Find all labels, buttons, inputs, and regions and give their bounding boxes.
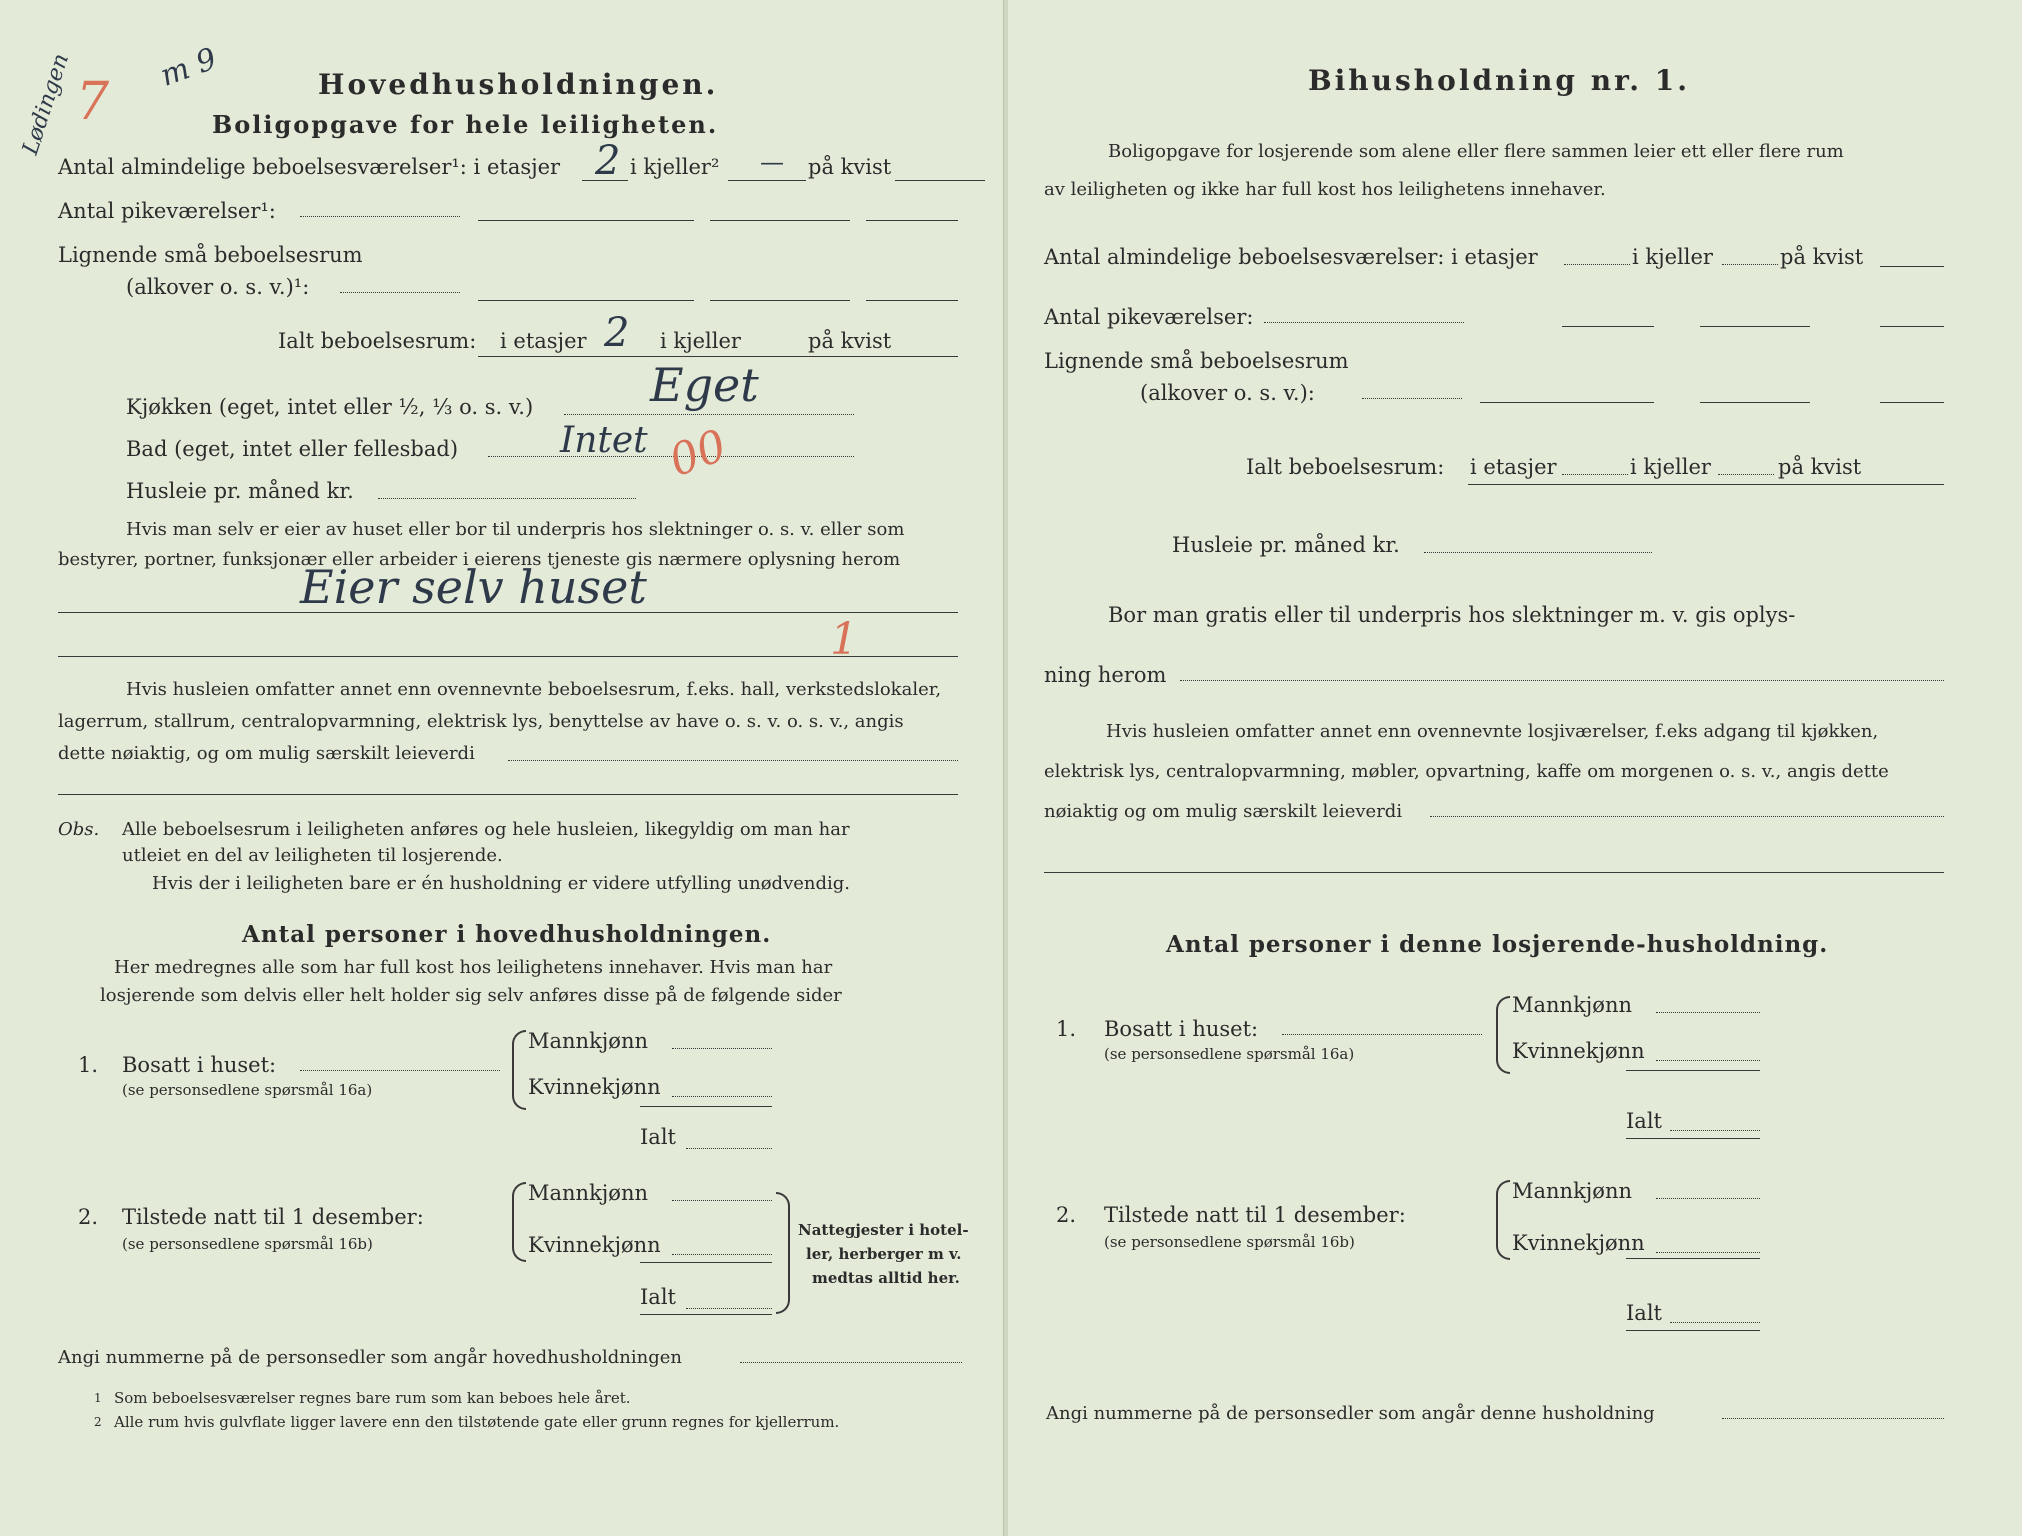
left-q2-mann: Mannkjønn [528,1181,649,1205]
right-ialt-etasjer: i etasjer [1470,455,1557,479]
left-q2-num: 2. [78,1205,99,1229]
left-footnote2-num: 2 [94,1415,102,1429]
left-q1-ialt: Ialt [640,1125,676,1149]
left-footnote1-num: 1 [94,1391,102,1405]
left-natt-note1: Nattegjester i hotel- [798,1221,969,1239]
right-angi-label: Angi nummerne på de personsedler som angår denne husholdning [1046,1403,1655,1424]
right-omf-text1: Hvis husleien omfatter annet enn ovennevnte losjiværelser, f.eks adgang til kjøkken, [1106,721,1879,742]
right-omf-text3: nøiaktig og om mulig særskilt leieverdi [1044,801,1403,822]
left-ialt-kvist: på kvist [808,329,892,353]
left-eier-text1: Hvis man selv er eier av huset eller bor til underpris hos slektninger o. s. v. eller som [126,519,905,540]
right-intro1: Boligopgave for losjerende som alene eller flere sammen leier ett eller flere rum [1108,141,1844,162]
right-q2-num: 2. [1056,1203,1077,1227]
right-omf-text2: elektrisk lys, centralopvarmning, møbler, opvartning, kaffe om morgenen o. s. v., angis dette [1044,761,1889,782]
left-footnote2: Alle rum hvis gulvflate ligger lavere enn den tilstøtende gate eller grunn regnes for kjellerrum. [114,1413,840,1431]
left-antal-text2: losjerende som delvis eller helt holder sig selv anføres disse på de følgende sider [100,985,842,1006]
right-row1-label: Antal almindelige beboelsesværelser: i etasjer [1044,245,1538,269]
left-row3a-label: Lignende små beboelsesrum [58,243,363,267]
left-q1-mann: Mannkjønn [528,1029,649,1053]
right-q2-sub: (se personsedlene spørsmål 16b) [1104,1233,1355,1251]
margin-m-note: m 9 [155,41,222,94]
left-row3b-label: (alkover o. s. v.)¹: [126,275,310,299]
left-ialt-kjeller: i kjeller [660,329,741,353]
right-ialt-kvist: på kvist [1778,455,1862,479]
right-husleie-label: Husleie pr. måned kr. [1172,533,1400,557]
left-red-mark: 1 [830,614,858,665]
right-q1-mann: Mannkjønn [1512,993,1633,1017]
left-kjokken-value: Eget [650,358,759,412]
left-antal-text1: Her medregnes alle som har full kost hos leilighetens innehaver. Hvis man har [114,957,833,978]
left-q2-ialt: Ialt [640,1285,676,1309]
left-husleie-label: Husleie pr. måned kr. [126,479,354,503]
right-q1-ialt: Ialt [1626,1109,1662,1133]
left-natt-note2: ler, herberger m v. [806,1245,962,1263]
right-row3a-label: Lignende små beboelsesrum [1044,349,1349,373]
left-obs-text2: utleiet en del av leiligheten til losjerende. [122,845,503,866]
right-q1-sub: (se personsedlene spørsmål 16a) [1104,1045,1355,1063]
left-ialt-etasjer-value: 2 [604,310,630,356]
right-antal-title: Antal personer i denne losjerende-husholdning. [1166,931,1829,958]
right-q1-num: 1. [1056,1017,1077,1041]
left-natt-note3: medtas alltid her. [812,1269,960,1287]
right-q2-label: Tilstede natt til 1 desember: [1104,1203,1406,1227]
left-q2-kvinne: Kvinnekjønn [528,1233,661,1257]
left-ialt-etasjer: i etasjer [500,329,587,353]
left-omf-text3: dette nøiaktig, og om mulig særskilt leieverdi [58,743,475,764]
left-kjokken-label: Kjøkken (eget, intet eller ½, ⅓ o. s. v.) [126,395,534,419]
left-kjeller-dash: — [760,148,784,176]
left-omf-text1: Hvis husleien omfatter annet enn ovennevnte beboelsesrum, f.eks. hall, verkstedslokaler, [126,679,942,700]
left-title: Hovedhusholdningen. [318,68,719,101]
page-fold [1003,0,1008,1536]
margin-side-note: Lødingen [18,50,75,158]
left-angi-label: Angi nummerne på de personsedler som angår hovedhusholdningen [58,1347,682,1368]
left-row1-label: Antal almindelige beboelsesværelser¹: i etasjer [58,155,561,179]
left-ialt-label: Ialt beboelsesrum: [278,329,477,353]
left-obs-label: Obs. [58,819,100,840]
left-footnote1: Som beboelsesværelser regnes bare rum som kan beboes hele året. [114,1389,631,1407]
left-omf-text2: lagerrum, stallrum, centralopvarmning, elektrisk lys, benyttelse av have o. s. v. o. s. v., angis [58,711,904,732]
right-gratis-text1: Bor man gratis eller til underpris hos slektninger m. v. gis oplys- [1108,603,1796,627]
right-title: Bihusholdning nr. 1. [1308,64,1690,97]
left-bad-label: Bad (eget, intet eller fellesbad) [126,437,459,461]
left-bad-value: Intet [560,420,648,461]
left-eier-text2: bestyrer, portner, funksjonær eller arbeider i eierens tjeneste gis nærmere oplysning herom [58,549,901,570]
left-obs-text1: Alle beboelsesrum i leiligheten anføres og hele husleien, likegyldig om man har [122,819,850,840]
right-row1-kjeller: i kjeller [1632,245,1713,269]
left-q2-label: Tilstede natt til 1 desember: [122,1205,424,1229]
right-ialt-kjeller: i kjeller [1630,455,1711,479]
left-q1-sub: (se personsedlene spørsmål 16a) [122,1081,373,1099]
left-q1-kvinne: Kvinnekjønn [528,1075,661,1099]
right-ialt-label: Ialt beboelsesrum: [1246,455,1445,479]
right-q2-mann: Mannkjønn [1512,1179,1633,1203]
left-q1-label: Bosatt i huset: [122,1053,277,1077]
right-intro2: av leiligheten og ikke har full kost hos leilighetens innehaver. [1044,179,1606,200]
right-row1-kvist: på kvist [1780,245,1864,269]
left-row1-kjeller: i kjeller² [630,155,720,179]
right-q2-ialt: Ialt [1626,1301,1662,1325]
left-q1-num: 1. [78,1053,99,1077]
left-row1-kvist: på kvist [808,155,892,179]
left-antal-title: Antal personer i hovedhusholdningen. [242,921,772,948]
left-etasjer-value: 2 [595,138,621,184]
left-obs-text3: Hvis der i leiligheten bare er én husholdning er videre utfylling unødvendig. [152,873,851,894]
right-row2-label: Antal pikeværelser: [1044,305,1254,329]
left-bad-red-mark: 00 [662,419,734,488]
left-subtitle: Boligopgave for hele leiligheten. [212,110,719,139]
right-q1-kvinne: Kvinnekjønn [1512,1039,1645,1063]
left-row2-label: Antal pikeværelser¹: [58,199,276,223]
right-gratis-text2: ning herom [1044,663,1167,687]
right-row3b-label: (alkover o. s. v.): [1140,381,1315,405]
right-q1-label: Bosatt i huset: [1104,1017,1259,1041]
left-eier-value: Eier selv huset [300,560,647,614]
left-q2-sub: (se personsedlene spørsmål 16b) [122,1235,373,1253]
right-q2-kvinne: Kvinnekjønn [1512,1231,1645,1255]
margin-red-number: 7 [76,72,110,132]
